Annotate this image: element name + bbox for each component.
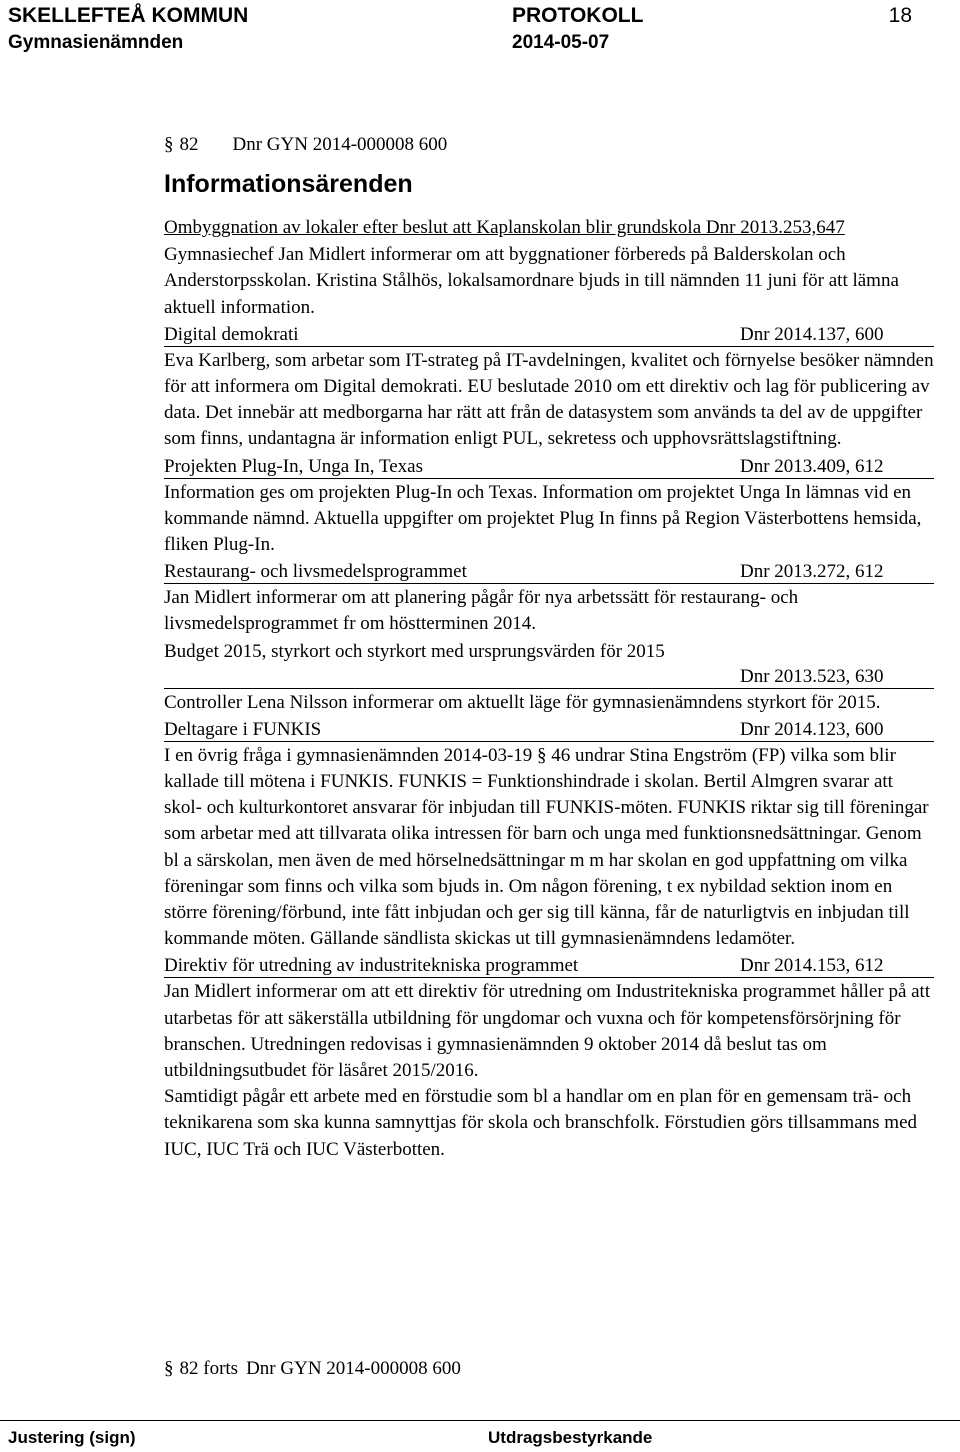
continuation-dnr: Dnr GYN 2014-000008 600 <box>246 1358 461 1379</box>
doc-type: PROTOKOLL <box>512 4 644 27</box>
item-title-row <box>164 955 934 978</box>
paragraph-dnr: Dnr GYN 2014-000008 600 <box>232 134 448 155</box>
agenda-item <box>164 561 934 637</box>
item-body-text: Controller Lena Nilsson informerar om aktuellt läge för gymnasienämndens styrkort för 2015. <box>164 691 881 713</box>
item-dnr: Dnr 2013.409, 612 <box>740 455 884 477</box>
item-body-text: Information ges om projekten Plug-In och Texas. Information om projektet Unga In lämnas vid en kommande nämnd. Aktuella uppgifter om projektet Plug In finns på Region Västerbottens hemsida, fliken Plug-In. <box>164 481 922 556</box>
certificate-label: Utdragsbestyrkande <box>488 1428 653 1447</box>
agenda-item <box>164 215 934 321</box>
header-row-1 <box>8 4 952 30</box>
paragraph-continuation <box>164 1358 461 1380</box>
item-body-text: I en övrig fråga i gymnasienämnden 2014-03-19 § 46 undrar Stina Engström (FP) vilka som blir kallade till mötena i FUNKIS. FUNKIS = Funktionshindrade i skolan. Bertil Almgren svarar att skol- och kulturkontoret ansvarar för inbjudan till FUNKIS-möten. FUNKIS riktar sig till föreningar som arbetar med att tillvarata olika intressen för barn och unga med funktionsnedsättningar. Genom bl a särskolan, men även de med hörselnedsättningar m m har skolan en god uppfattning om vilka föreningar som finns och vilka som bjuds in. Om någon förening, t ex nybildad sektion inom en större förening/förbund, inte fått inbjudan och ger sig till känna, får de naturligtvis en inbjudan till kommande möten. Gällande sändlista skickas ut till gymnasienämndens ledamöter. <box>164 744 929 950</box>
paragraph-number <box>164 134 447 156</box>
meeting-date: 2014-05-07 <box>512 32 610 53</box>
item-title: Deltagare i FUNKIS <box>164 718 322 740</box>
item-title-row <box>164 324 934 347</box>
item-dnr: Dnr 2014.123, 600 <box>740 718 884 740</box>
item-title-row <box>164 561 934 584</box>
agenda-item <box>164 641 934 716</box>
item-dnr: Dnr 2013.272, 612 <box>740 561 884 583</box>
page-number: 18 <box>888 4 912 27</box>
item-body-text: Gymnasiechef Jan Midlert informerar om att byggnationer förbereds på Balderskolan och Anderstorpsskolan. Kristina Stålhös, lokalsamordnare bjuds in till nämnden 11 juni för att lämna aktuell information. <box>164 244 899 318</box>
paragraph-sign: § <box>164 1358 174 1379</box>
item-title <box>164 641 740 663</box>
item-title: Restaurang- och livsmedelsprogrammet <box>164 561 467 583</box>
item-dnr: Dnr 2013.523, 630 <box>740 665 884 687</box>
item-heading: Ombyggnation av lokaler efter beslut att Kaplanskolan blir grundskola Dnr 2013.253,647 <box>164 217 845 238</box>
paragraph-num: 82 <box>179 134 199 155</box>
org-name: SKELLEFTEÅ KOMMUN <box>8 4 249 27</box>
continuation-label: 82 forts <box>179 1358 239 1379</box>
item-dnr-row <box>164 666 934 689</box>
paragraph-sign: § <box>164 134 174 155</box>
item-title-row <box>164 719 934 742</box>
agenda-item <box>164 955 934 1162</box>
agenda-item <box>164 719 934 953</box>
item-title-row <box>164 456 934 479</box>
signature-label: Justering (sign) <box>8 1428 136 1447</box>
item-title: Direktiv för utredning av industritekniska programmet <box>164 955 579 977</box>
item-dnr: Dnr 2014.153, 612 <box>740 955 884 977</box>
agenda-item <box>164 456 934 559</box>
footer <box>0 1420 960 1452</box>
item-body-text: Eva Karlberg, som arbetar som IT-strateg på IT-avdelningen, kvalitet och förnyelse besöker nämnden för att informera om Digital demokrati. EU beslutade 2010 om ett direktiv och lag för publicering av data. Det innebär att medborgarna har rätt att från de datasystem som används ta del av de uppgifter som finns, undantagna är information enligt PUL, sekretess och upphovsrättslagstiftning. <box>164 349 934 450</box>
item-dnr: Dnr 2014.137, 600 <box>740 323 884 345</box>
item-title-text: Budget 2015, styrkort och styrkort med ursprungsvärden för 2015 <box>164 640 665 662</box>
item-body-text: Jan Midlert informerar om att planering pågår för nya arbetssätt för restaurang- och livsmedelsprogrammet fr om höstterminen 2014. <box>164 587 799 635</box>
section-title: Informationsärenden <box>164 170 413 198</box>
document-body <box>164 215 934 1163</box>
item-title: Digital demokrati <box>164 323 299 345</box>
item-body-text: Samtidigt pågår ett arbete med en förstudie som bl a handlar om en plan för en gemensam trä- och teknikarena som ska kunna samnyttjas för skola och branschfolk. Förstudien görs tillsammans med IUC, IUC Trä och IUC Västerbotten. <box>164 1086 917 1160</box>
item-title: Projekten Plug-In, Unga In, Texas <box>164 455 423 477</box>
header-row-2 <box>8 32 952 56</box>
committee-name: Gymnasienämnden <box>8 32 184 53</box>
item-body-text: Jan Midlert informerar om att ett direktiv för utredning om Industritekniska programmet håller på att utarbetas för att säkerställa utbildning för ungdomar och vuxna och för kompetensförsörjning för branschen. Utredningen redovisas i gymnasienämnden 9 oktober 2014 då beslut tas om utbildningsutbudet för läsåret 2015/2016. <box>164 981 931 1082</box>
agenda-item <box>164 324 934 453</box>
